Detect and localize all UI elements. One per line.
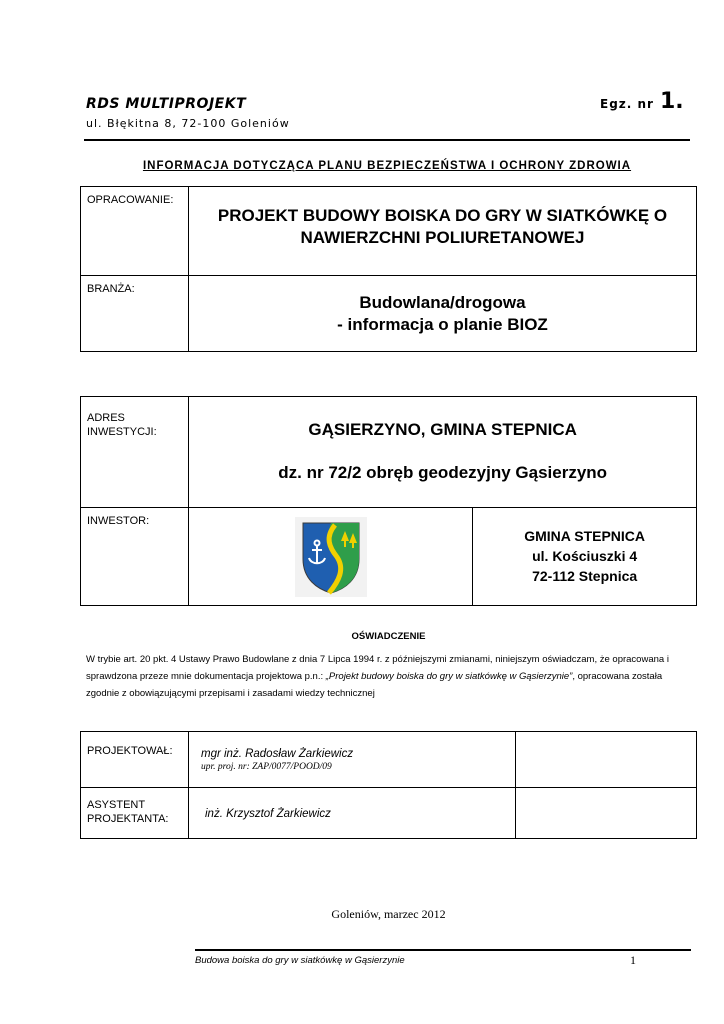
- investor-logo-cell: [189, 508, 473, 606]
- investment-value: [189, 397, 697, 508]
- copy-label: Egz. nr: [600, 97, 654, 111]
- assistant-label: [81, 788, 189, 839]
- signatures-table: [80, 731, 697, 839]
- investment-parcel: dz. nr 72/2 obręb geodezyjny Gąsierzyno: [278, 463, 608, 482]
- investment-label-line2: INWESTYCJI:: [87, 426, 157, 438]
- branch-line1: Budowlana/drogowa: [359, 293, 526, 312]
- page-number: 1: [630, 953, 636, 967]
- footer-text: Budowa boiska do gry w siatkówkę w Gąsierzynie: [195, 955, 405, 966]
- project-table: [80, 186, 697, 352]
- branch-label: BRANŻA:: [81, 276, 189, 352]
- designer-label: PROJEKTOWAŁ:: [81, 732, 189, 788]
- designer-name: mgr inż. Radosław Żarkiewicz: [201, 748, 354, 760]
- assistant-signature-cell: [516, 788, 697, 839]
- assistant-label-line1: ASYSTENT: [87, 799, 146, 811]
- header-divider: [84, 139, 690, 141]
- investor-street: ul. Kościuszki 4: [532, 548, 638, 564]
- investment-label: [81, 397, 189, 508]
- statement-text-after: , opracowana została zgodnie z obowiązującymi przepisami i zasadami wiedzy technicznej: [86, 671, 663, 699]
- assistant-label-line2: PROJEKTANTA:: [87, 813, 169, 825]
- investor-details: [473, 508, 697, 606]
- company-name: RDS MULTIPROJEKT: [86, 96, 247, 112]
- investment-place: GĄSIERZYNO, GMINA STEPNICA: [308, 420, 577, 439]
- project-title: [189, 187, 697, 276]
- designer-license: upr. proj. nr: ZAP/0077/POOD/09: [201, 762, 332, 772]
- project-title-line2: NAWIERZCHNI POLIURETANOWEJ: [300, 228, 585, 247]
- statement-project-name: „Projekt budowy boiska do gry w siatkówkę w Gąsierzynie”: [325, 671, 573, 682]
- statement-title: OŚWIADCZENIE: [351, 631, 426, 642]
- project-title-line1: PROJEKT BUDOWY BOISKA DO GRY W SIATKÓWKĘ O: [217, 206, 668, 225]
- investment-table: [80, 396, 697, 606]
- copy-number-value: 1.: [659, 89, 684, 114]
- company-address: ul. Błękitna 8, 72-100 Goleniów: [86, 117, 290, 130]
- place-date: Goleniów, marzec 2012: [331, 907, 446, 921]
- document-heading: INFORMACJA DOTYCZĄCA PLANU BEZPIECZEŃSTWA I OCHRONY ZDROWIA: [142, 160, 632, 172]
- designer-cell: [189, 732, 516, 788]
- project-label: OPRACOWANIE:: [81, 187, 189, 276]
- statement-text: [86, 651, 692, 702]
- investor-name: GMINA STEPNICA: [524, 528, 646, 544]
- statement-text-before: W trybie art. 20 pkt. 4 Ustawy Prawo Budowlane z dnia 7 Lipca 1994 r. z późniejszymi zmianami, niniejszym oświadczam, że opracowana i sprawdzona przeze mnie dokumentacja projektowa p.n.:: [86, 654, 669, 682]
- investment-label-line1: ADRES: [87, 412, 125, 424]
- investor-label: INWESTOR:: [81, 508, 189, 606]
- copy-number: [600, 89, 684, 114]
- investor-city: 72-112 Stepnica: [532, 568, 638, 584]
- designer-signature-cell: [516, 732, 697, 788]
- coat-of-arms-icon: [295, 517, 367, 597]
- branch-line2: - informacja o planie BIOZ: [337, 315, 548, 334]
- assistant-cell: [189, 788, 516, 839]
- footer-divider: [195, 949, 691, 951]
- assistant-name: inż. Krzysztof Żarkiewicz: [205, 808, 331, 820]
- branch-value: [189, 276, 697, 352]
